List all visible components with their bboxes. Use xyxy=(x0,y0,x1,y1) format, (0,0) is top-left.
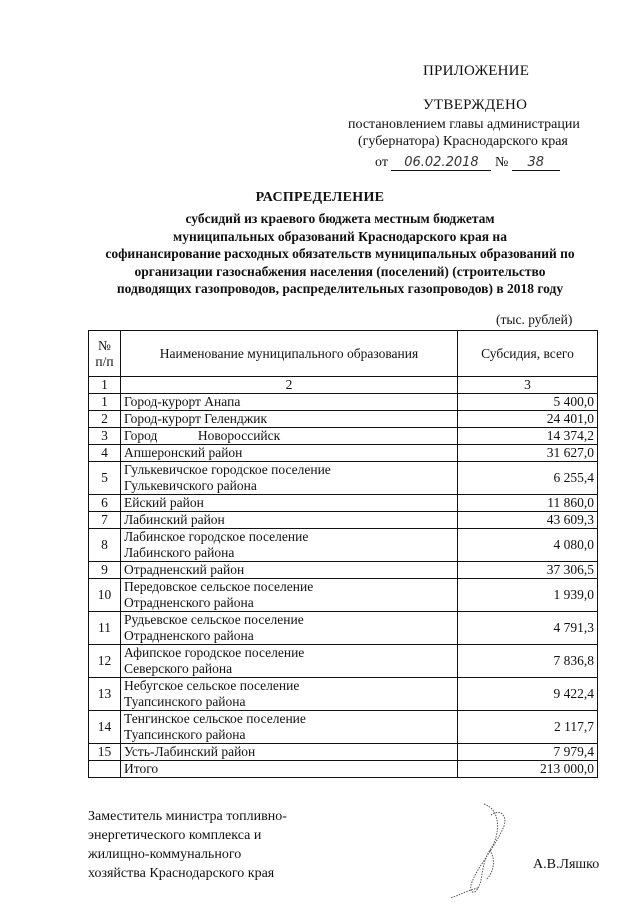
row-number: 8 xyxy=(89,529,121,562)
municipality-name-line: Тенгинское сельское поселение xyxy=(124,711,306,726)
column-number: 2 xyxy=(121,377,458,394)
date-prefix: от xyxy=(375,155,388,170)
table-row xyxy=(89,495,598,512)
total-amount: 213 000,0 xyxy=(458,761,598,778)
municipality-name xyxy=(121,394,458,411)
row-number: 7 xyxy=(89,512,121,529)
header-name: Наименование муниципального образования xyxy=(121,331,458,377)
header-num xyxy=(89,331,121,377)
table-row xyxy=(89,711,598,744)
table-row xyxy=(89,428,598,445)
municipality-name-line: Туапсинского района xyxy=(124,727,246,742)
municipality-name xyxy=(121,678,458,711)
signatory-line: Заместитель министра топливно- xyxy=(88,809,287,824)
municipality-name-line: Передовское сельское поселение xyxy=(124,579,314,594)
subsidy-amount: 14 374,2 xyxy=(458,428,598,445)
municipality-name xyxy=(121,612,458,645)
municipality-name-line: Город-курорт Анапа xyxy=(124,394,241,409)
subsidy-amount: 6 255,4 xyxy=(458,462,598,495)
row-number: 4 xyxy=(89,445,121,462)
subsidy-amount: 4 791,3 xyxy=(458,612,598,645)
municipality-name xyxy=(121,645,458,678)
table-row xyxy=(89,529,598,562)
municipality-name-line: Город Новороссийск xyxy=(124,428,281,443)
row-number: 12 xyxy=(89,645,121,678)
row-number: 10 xyxy=(89,579,121,612)
decree-date-row xyxy=(375,155,560,171)
municipality-name-line: Отрадненского района xyxy=(124,628,254,643)
units-label: (тыс. рублей) xyxy=(496,312,573,327)
municipality-name-line: Усть-Лабинский район xyxy=(124,744,256,759)
appendix-label: ПРИЛОЖЕНИЕ xyxy=(423,63,530,79)
table-row xyxy=(89,612,598,645)
municipality-name-line: Туапсинского района xyxy=(124,694,246,709)
total-label: Итого xyxy=(121,761,458,778)
header-sum: Субсидия, всего xyxy=(458,331,598,377)
table-row xyxy=(89,744,598,761)
document-subtitle xyxy=(60,210,620,298)
row-number: 14 xyxy=(89,711,121,744)
municipality-name-line: Отрадненский район xyxy=(124,562,245,577)
municipality-name-line: Афипское городское поселение xyxy=(124,645,305,660)
table-row xyxy=(89,562,598,579)
subsidy-amount: 2 117,7 xyxy=(458,711,598,744)
municipality-name xyxy=(121,529,458,562)
municipality-name-line: Небугское сельское поселение xyxy=(124,678,300,693)
header-num-line: п/п xyxy=(95,353,114,369)
approved-label: УТВЕРЖДЕНО xyxy=(423,97,528,113)
table-row xyxy=(89,645,598,678)
subsidy-table-body xyxy=(89,331,598,778)
table-row xyxy=(89,411,598,428)
total-row xyxy=(89,761,598,778)
subsidy-amount: 31 627,0 xyxy=(458,445,598,462)
municipality-name-line: Отрадненского района xyxy=(124,595,254,610)
municipality-name-line: Город-курорт Геленджик xyxy=(124,411,268,426)
table-row xyxy=(89,462,598,495)
table-row xyxy=(89,445,598,462)
approved-line-1: постановлением главы администрации xyxy=(348,117,580,132)
subsidy-amount: 9 422,4 xyxy=(458,678,598,711)
municipality-name-line: Рудьевское сельское поселение xyxy=(124,612,304,627)
signatory-position xyxy=(88,807,287,883)
municipality-name-line: Гулькевичского района xyxy=(124,478,257,493)
municipality-name xyxy=(121,411,458,428)
subsidy-amount: 7 836,8 xyxy=(458,645,598,678)
column-numbers-row xyxy=(89,377,598,394)
municipality-name xyxy=(121,428,458,445)
subsidy-table xyxy=(88,330,598,778)
signatory-line: хозяйства Краснодарского края xyxy=(88,866,275,881)
municipality-name xyxy=(121,462,458,495)
municipality-name-line: Лабинского района xyxy=(124,545,235,560)
municipality-name xyxy=(121,579,458,612)
municipality-name-line: Северского района xyxy=(124,661,233,676)
row-number: 15 xyxy=(89,744,121,761)
table-row xyxy=(89,394,598,411)
row-number: 11 xyxy=(89,612,121,645)
subtitle-line: подводящих газопроводов, распределительных газопроводов) в 2018 году xyxy=(116,281,564,296)
column-number: 3 xyxy=(458,377,598,394)
subsidy-amount: 1 939,0 xyxy=(458,579,598,612)
subsidy-amount: 37 306,5 xyxy=(458,562,598,579)
row-number: 6 xyxy=(89,495,121,512)
handwritten-date: 06.02.2018 xyxy=(391,156,491,171)
subtitle-line: организации газоснабжения населения (поселений) (строительство xyxy=(134,263,546,279)
municipality-name xyxy=(121,562,458,579)
municipality-name xyxy=(121,445,458,462)
municipality-name-line: Лабинский район xyxy=(124,512,225,527)
row-number: 2 xyxy=(89,411,121,428)
municipality-name xyxy=(121,495,458,512)
header-num-line: № xyxy=(98,337,111,353)
handwritten-number: 38 xyxy=(512,156,560,171)
municipality-name xyxy=(121,711,458,744)
municipality-name xyxy=(121,744,458,761)
signatory-line: энергетического комплекса и xyxy=(88,828,262,843)
subsidy-amount: 43 609,3 xyxy=(458,512,598,529)
subsidy-amount: 4 080,0 xyxy=(458,529,598,562)
subtitle-line: муниципальных образований Краснодарского края на xyxy=(173,228,507,244)
subsidy-amount: 7 979,4 xyxy=(458,744,598,761)
document-title: РАСПРЕДЕЛЕНИЕ xyxy=(255,190,385,205)
total-num-cell xyxy=(89,761,121,778)
municipality-name-line: Ейский район xyxy=(124,495,204,510)
number-prefix: № xyxy=(494,155,509,170)
approved-line-2: (губернатора) Краснодарского края xyxy=(358,134,568,149)
subsidy-amount: 5 400,0 xyxy=(458,394,598,411)
row-number: 9 xyxy=(89,562,121,579)
row-number: 5 xyxy=(89,462,121,495)
row-number: 13 xyxy=(89,678,121,711)
subtitle-line: субсидий из краевого бюджета местным бюджетам xyxy=(185,211,495,226)
municipality-name-line: Лабинское городское поселение xyxy=(124,529,309,544)
signatory-line: жилищно-коммунального xyxy=(88,847,242,862)
table-row xyxy=(89,678,598,711)
subsidy-amount: 24 401,0 xyxy=(458,411,598,428)
municipality-name xyxy=(121,512,458,529)
table-row xyxy=(89,512,598,529)
row-number: 1 xyxy=(89,394,121,411)
table-row xyxy=(89,579,598,612)
municipality-name-line: Гулькевичское городское поселение xyxy=(124,462,331,477)
subsidy-amount: 11 860,0 xyxy=(458,495,598,512)
row-number: 3 xyxy=(89,428,121,445)
table-header-row xyxy=(89,331,598,377)
subtitle-line: софинансирование расходных обязательств муниципальных образований по xyxy=(105,246,575,261)
column-number: 1 xyxy=(89,377,121,394)
handwritten-signature xyxy=(438,800,528,900)
signatory-name: А.В.Ляшко xyxy=(533,857,600,872)
municipality-name-line: Апшеронский район xyxy=(124,445,243,460)
